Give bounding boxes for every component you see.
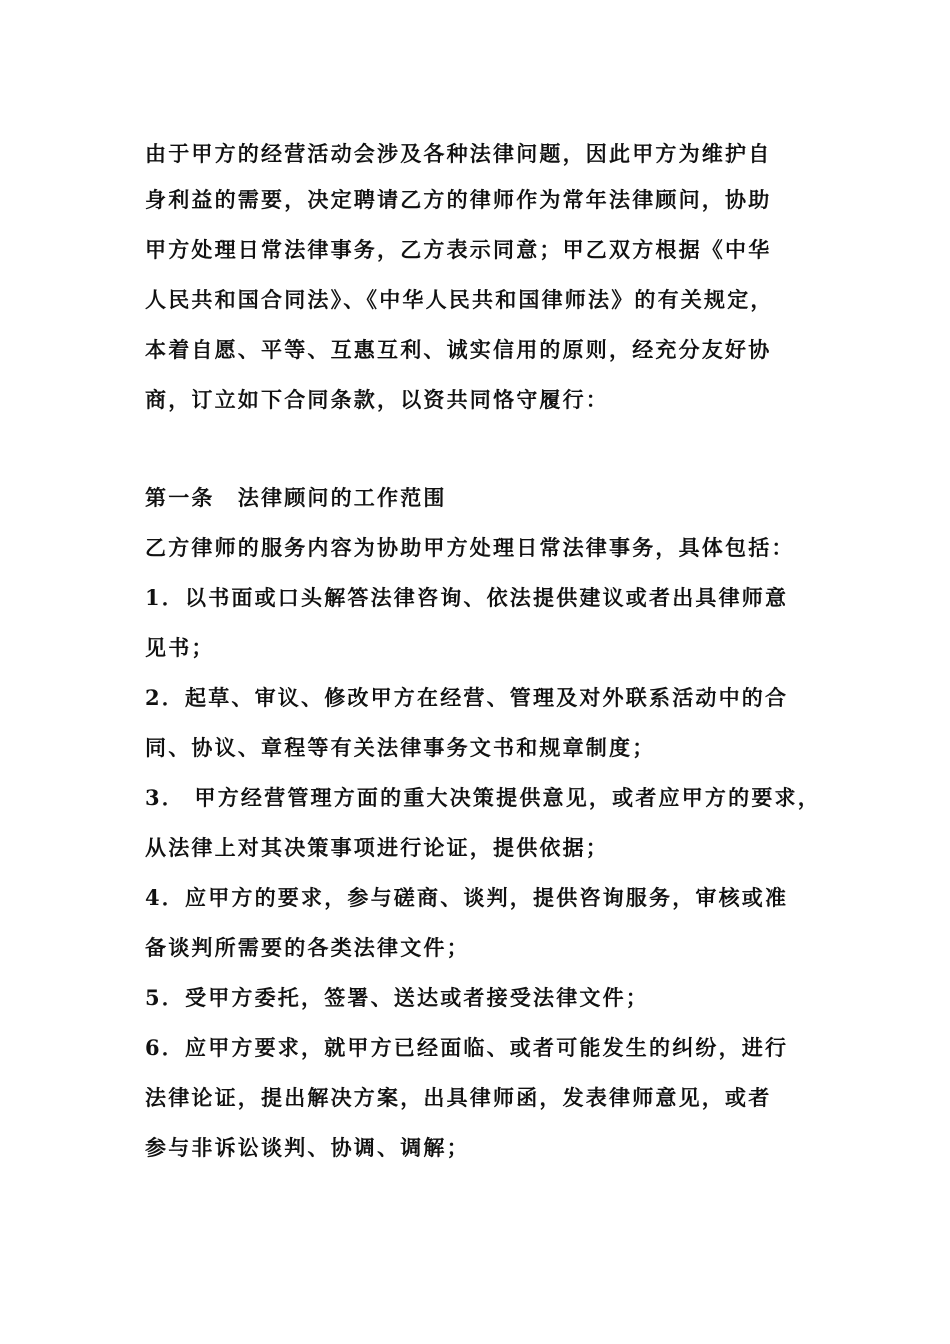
preamble-line-3: 甲方处理日常法律事务，乙方表示同意；甲乙双方根据《中华 <box>145 237 772 262</box>
item-line: 5．受甲方委托，签署、送达或者接受法律文件； <box>145 985 650 1010</box>
item-line: 见书； <box>145 635 215 660</box>
preamble-line-5: 本着自愿、平等、互惠互利、诚实信用的原则，经充分友好协 <box>145 337 772 362</box>
preamble-line-2: 身利益的需要，决定聘请乙方的律师作为常年法律顾问，协助 <box>145 187 772 212</box>
preamble-line-1: 由于甲方的经营活动会涉及各种法律问题，因此甲方为维护自 <box>145 141 772 166</box>
item-line: 4．应甲方的要求，参与磋商、谈判，提供咨询服务，审核或准 <box>145 885 789 910</box>
preamble-line-6: 商，订立如下合同条款，以资共同恪守履行： <box>145 387 609 412</box>
item-line: 备谈判所需要的各类法律文件； <box>145 935 470 960</box>
preamble-line-4: 人民共和国合同法》、《中华人民共和国律师法》的有关规定， <box>145 287 774 312</box>
item-line: 从法律上对其决策事项进行论证，提供依据； <box>145 835 609 860</box>
item-line: 同、协议、章程等有关法律事务文书和规章制度； <box>145 735 656 760</box>
item-line: 2．起草、审议、修改甲方在经营、管理及对外联系活动中的合 <box>145 685 789 710</box>
item-line: 3． 甲方经营管理方面的重大决策提供意见，或者应甲方的要求， <box>145 785 821 810</box>
article-title: 第一条 法律顾问的工作范围 <box>145 485 447 510</box>
item-line: 法律论证，提出解决方案，出具律师函，发表律师意见，或者 <box>145 1085 772 1110</box>
item-line: 参与非诉讼谈判、协调、调解； <box>145 1135 470 1160</box>
article-intro: 乙方律师的服务内容为协助甲方处理日常法律事务，具体包括： <box>145 535 795 560</box>
item-line: 6．应甲方要求，就甲方已经面临、或者可能发生的纠纷，进行 <box>145 1035 789 1060</box>
item-line: 1．以书面或口头解答法律咨询、依法提供建议或者出具律师意 <box>145 585 789 610</box>
